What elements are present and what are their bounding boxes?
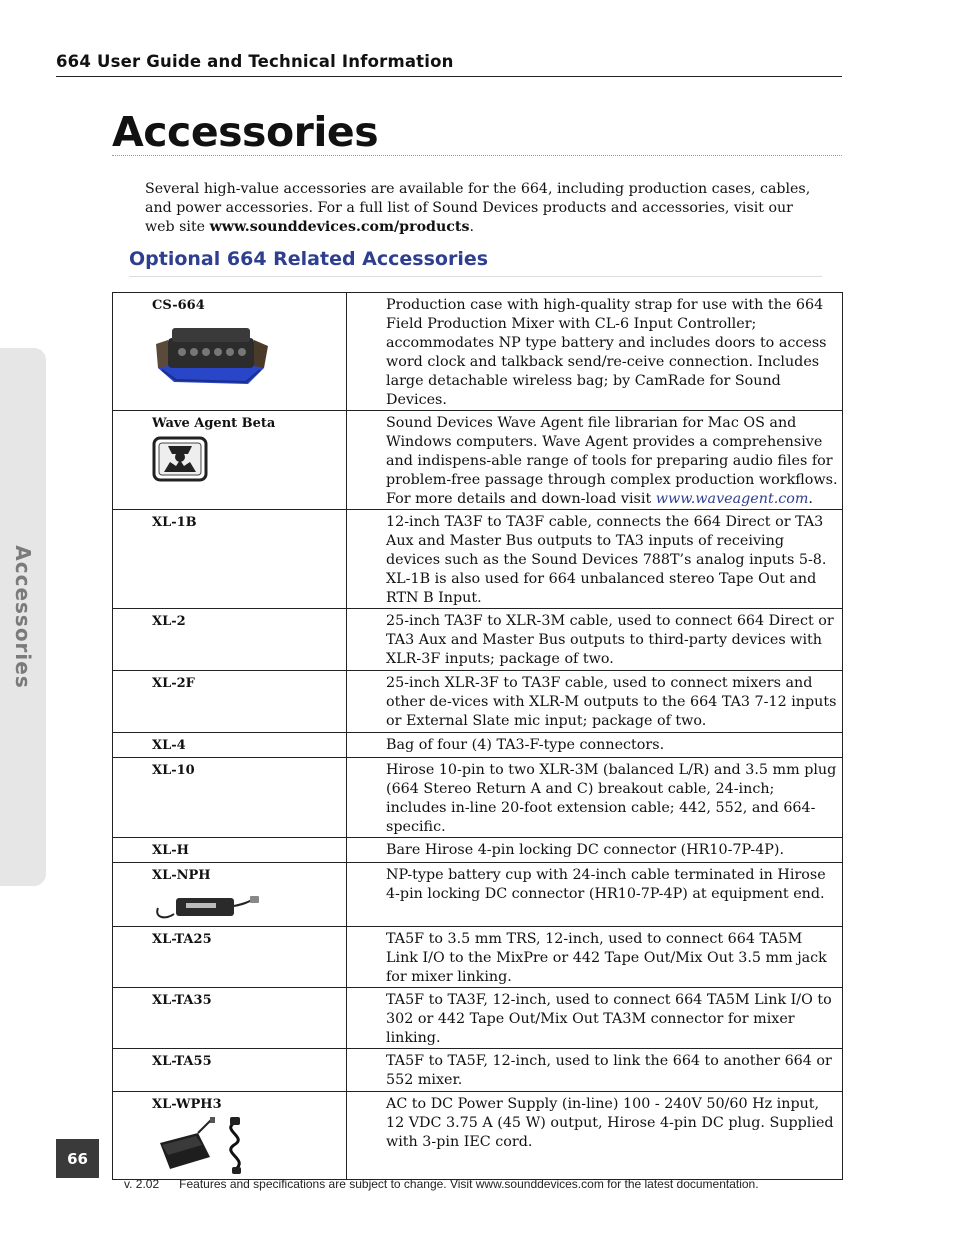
item-description: AC to DC Power Supply (in-line) 100 - 240V 50/60 Hz input, 12 VDC 3.75 A (45 W) output, Hirose 4-pin DC plug. Supplied with 3-pin IEC cord. bbox=[347, 1092, 843, 1180]
section-title: Optional 664 Related Accessories bbox=[129, 248, 489, 270]
item-description: 25-inch TA3F to XLR-3M cable, used to connect 664 Direct or TA3 Aux and Master Bus outputs to third-party devices with XLR-3F inputs; package of two. bbox=[347, 609, 843, 671]
item-description: Bag of four (4) TA3-F-type connectors. bbox=[347, 733, 843, 758]
accessories-table bbox=[112, 292, 843, 1180]
item-cell bbox=[113, 1092, 347, 1180]
item-description: Bare Hirose 4-pin locking DC connector (HR10-7P-4P). bbox=[347, 838, 843, 863]
item-name: XL-1B bbox=[152, 515, 197, 530]
item-name: XL-2F bbox=[152, 676, 195, 691]
footer-version: v. 2.02 bbox=[124, 1177, 160, 1191]
item-name: XL-H bbox=[152, 843, 189, 858]
item-name: CS-664 bbox=[152, 298, 205, 313]
page-title: Accessories bbox=[112, 108, 379, 156]
item-description: 12-inch TA3F to TA3F cable, connects the 664 Direct or TA3 Aux and Master Bus outputs to TA3 inputs of receiving devices such as the Sound Devices 788T’s analog inputs 5-8. XL-1B is also used for 664 unbalanced stereo Tape Out and RTN B Input. bbox=[347, 510, 843, 609]
item-description: Hirose 10-pin to two XLR-3M (balanced L/R) and 3.5 mm plug (664 Stereo Return A and C) breakout cable, 24-inch; includes in-line 20-foot extension cable; 442, 552, and 664-specific. bbox=[347, 758, 843, 838]
item-description-text: Sound Devices Wave Agent file librarian for Mac OS and Windows computers. Wave Agent provides a comprehensive and indispens-able range of tools for preparing audio files for problem-free passage through complex production workflows. For more details and down-load visit bbox=[386, 415, 838, 507]
item-cell bbox=[113, 733, 347, 758]
item-cell bbox=[113, 510, 347, 609]
page-number: 66 bbox=[56, 1139, 99, 1178]
intro-paragraph bbox=[145, 180, 825, 237]
item-cell bbox=[113, 758, 347, 838]
intro-end: . bbox=[469, 219, 474, 235]
table-row bbox=[113, 609, 843, 671]
item-name: XL-2 bbox=[152, 614, 186, 629]
item-name: XL-WPH3 bbox=[152, 1097, 222, 1112]
power-supply-icon bbox=[152, 1117, 262, 1175]
battery-cup-cable-icon bbox=[152, 888, 262, 922]
table-row bbox=[113, 1092, 843, 1180]
item-description: TA5F to TA3F, 12-inch, used to connect 664 TA5M Link I/O to 302 or 442 Tape Out/Mix Out TA3M connector for mixer linking. bbox=[347, 988, 843, 1049]
item-name: XL-4 bbox=[152, 738, 186, 753]
item-description: 25-inch XLR-3F to TA3F cable, used to connect mixers and other de-vices with XLR-M outputs to the 664 TA3 7-12 inputs or External Slate mic input; package of two. bbox=[347, 671, 843, 733]
item-cell bbox=[113, 1049, 347, 1092]
section-rule bbox=[129, 276, 822, 277]
title-rule bbox=[112, 155, 842, 156]
item-cell bbox=[113, 671, 347, 733]
table-row bbox=[113, 671, 843, 733]
table-row bbox=[113, 733, 843, 758]
item-cell bbox=[113, 927, 347, 988]
production-case-icon bbox=[152, 318, 272, 390]
item-description: TA5F to 3.5 mm TRS, 12-inch, used to connect 664 TA5M Link I/O to the MixPre or 442 Tape Out/Mix Out 3.5 mm jack for mixer linking. bbox=[347, 927, 843, 988]
item-name: Wave Agent Beta bbox=[152, 416, 276, 431]
table-row bbox=[113, 988, 843, 1049]
footer bbox=[124, 1177, 759, 1191]
table-row bbox=[113, 1049, 843, 1092]
table-row bbox=[113, 927, 843, 988]
item-description bbox=[347, 411, 843, 510]
table-row bbox=[113, 293, 843, 411]
item-name: XL-TA35 bbox=[152, 993, 212, 1008]
wave-agent-logo-icon bbox=[152, 436, 208, 482]
footer-note: Features and specifications are subject to change. Visit www.sounddevices.com for the latest documentation. bbox=[179, 1177, 759, 1191]
item-cell bbox=[113, 609, 347, 671]
item-cell bbox=[113, 863, 347, 927]
item-cell bbox=[113, 293, 347, 411]
header-rule bbox=[56, 76, 842, 77]
intro-link[interactable]: www.sounddevices.com/products bbox=[209, 219, 470, 235]
item-description-end: . bbox=[808, 491, 813, 507]
item-name: XL-10 bbox=[152, 763, 195, 778]
table-row bbox=[113, 510, 843, 609]
item-cell bbox=[113, 838, 347, 863]
table-row bbox=[113, 411, 843, 510]
waveagent-link[interactable]: www.waveagent.com bbox=[655, 491, 809, 507]
side-tab-label: Accessories bbox=[11, 545, 35, 689]
item-name: XL-TA25 bbox=[152, 932, 212, 947]
table-row bbox=[113, 863, 843, 927]
intro-text: Several high-value accessories are available for the 664, including production cases, cables, and power accessories. For a full list of Sound Devices products and accessories, visit our web site bbox=[145, 181, 811, 235]
item-cell bbox=[113, 411, 347, 510]
item-description: Production case with high-quality strap for use with the 664 Field Production Mixer with CL-6 Input Controller; accommodates NP type battery and includes doors to access word clock and talkback send/re-ceive connection. Includes large detachable wireless bag; by CamRade for Sound Devices. bbox=[347, 293, 843, 411]
item-cell bbox=[113, 988, 347, 1049]
header-title: 664 User Guide and Technical Information bbox=[56, 52, 454, 71]
table-row bbox=[113, 758, 843, 838]
item-name: XL-NPH bbox=[152, 868, 211, 883]
item-name: XL-TA55 bbox=[152, 1054, 212, 1069]
item-description: TA5F to TA5F, 12-inch, used to link the 664 to another 664 or 552 mixer. bbox=[347, 1049, 843, 1092]
table-row bbox=[113, 838, 843, 863]
item-description: NP-type battery cup with 24-inch cable terminated in Hirose 4-pin locking DC connector (HR10-7P-4P) at equipment end. bbox=[347, 863, 843, 927]
